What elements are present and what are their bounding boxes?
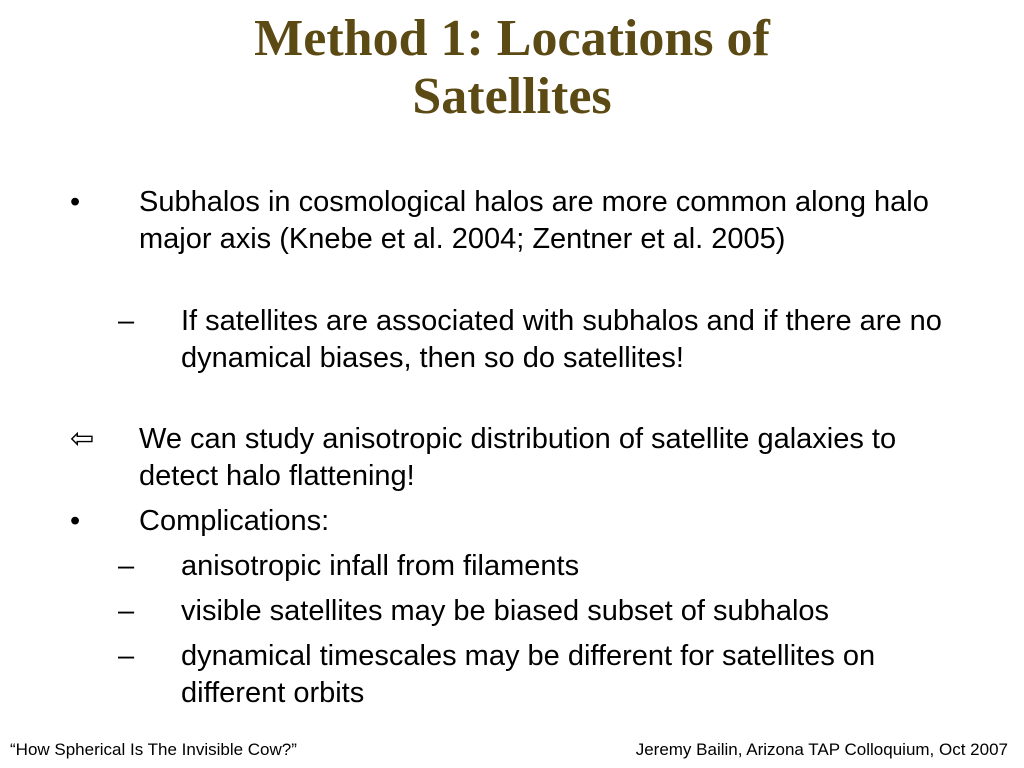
- dash-marker: –: [118, 550, 135, 582]
- bullet-text: We can study anisotropic distribution of satellite galaxies to detect halo flattening!: [139, 423, 897, 492]
- bullet-text: Complications:: [139, 505, 330, 537]
- sub-bullet-text: visible satellites may be biased subset of subhalos: [181, 595, 830, 627]
- left-arrow-icon: ⇦: [70, 423, 95, 455]
- bullet-text: Subhalos in cosmological halos are more common along halo major axis (Knebe et al. 2004; Zentner et al. 2005): [139, 186, 929, 255]
- footer-speaker-info: Jeremy Bailin, Arizona TAP Colloquium, Oct 2007: [635, 740, 1008, 759]
- bullet-marker: •: [70, 505, 81, 537]
- footer-talk-title: “How Spherical Is The Invisible Cow?”: [10, 740, 297, 759]
- sub-bullet-text: dynamical timescales may be different for satellites on different orbits: [181, 640, 876, 709]
- dash-marker: –: [118, 595, 135, 627]
- sub-bullet-text: If satellites are associated with subhalos and if there are no dynamical biases, then so do satellites!: [181, 305, 942, 374]
- dash-marker: –: [118, 640, 135, 672]
- dash-marker: –: [118, 305, 135, 337]
- slide-title-line-1: Method 1: Locations of: [254, 10, 770, 67]
- slide-title-line-2: Satellites: [412, 68, 612, 125]
- sub-bullet-text: anisotropic infall from filaments: [181, 550, 580, 582]
- bullet-marker: •: [70, 186, 81, 218]
